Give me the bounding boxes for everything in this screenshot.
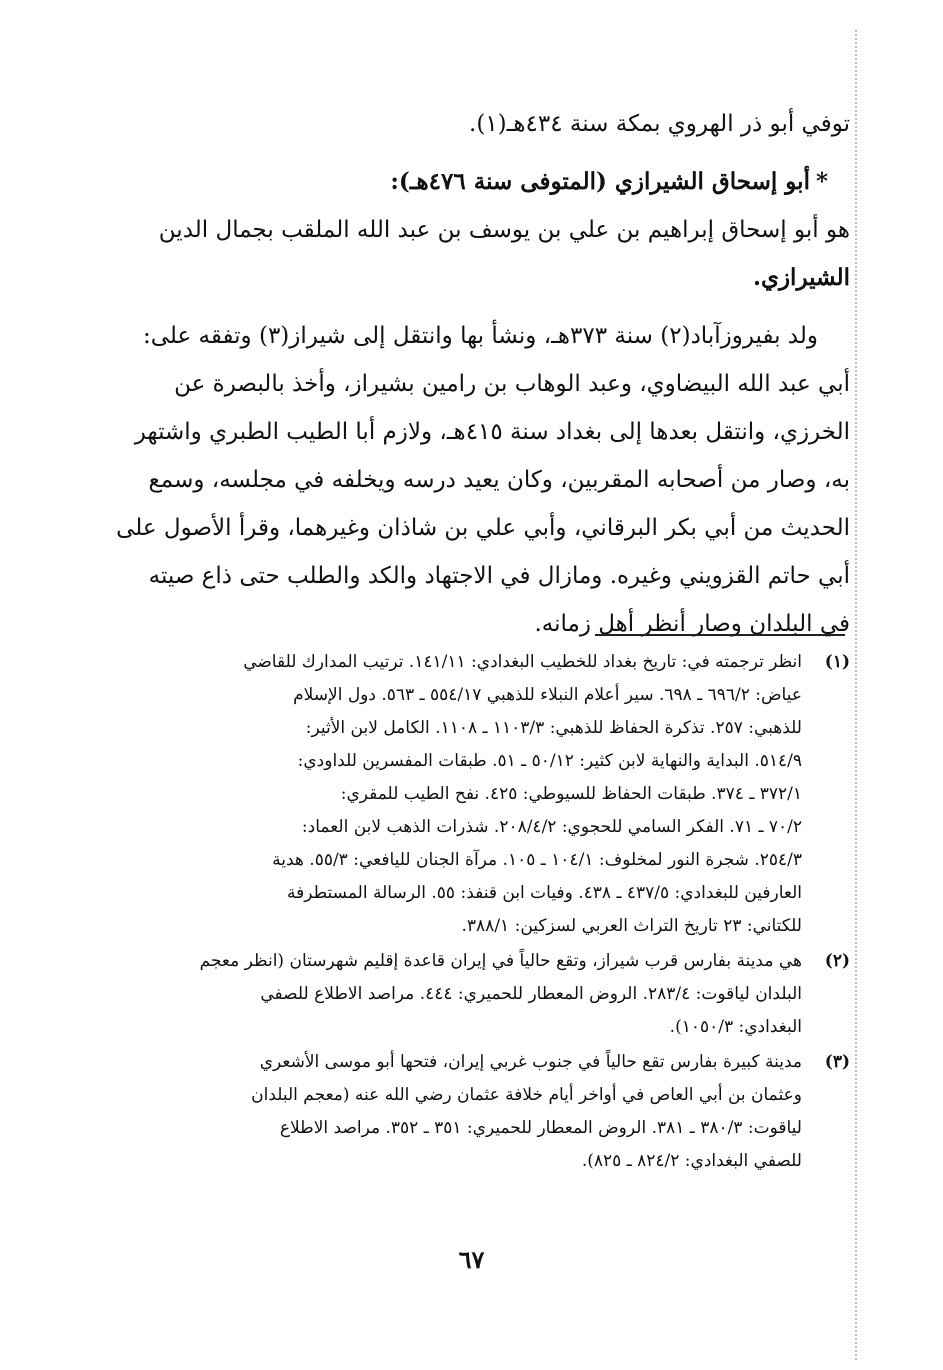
bio-line-2: الشيرازي. [752,264,850,291]
para2-line-3: الخرزي، وانتقل بعدها إلى بغداد سنة ٤١٥هـ، ولازم أبا الطيب الطبري واشتهر [134,419,850,445]
footnote-line: مدينة كبيرة بفارس تقع حالياً في جنوب غربي إيران، فتحها أبو موسى الأشعري [259,1052,802,1072]
footnote-text [105,945,802,1044]
heading-star: * [815,168,828,195]
margin-dotted-line [855,30,859,1360]
footnote [105,646,850,943]
footnote-line: للذهبي: ٢٥٧. تذكرة الحفاظ للذهبي: ١١٠٣/٣ ـ ١١٠٨. الكامل لابن الأثير: [305,718,802,738]
footnote-line: للكتاني: ٢٣ تاريخ التراث العربي لسزكين: ٣٨٨/١. [461,916,802,936]
footnote [105,1046,850,1178]
footnote-line: البلدان لياقوت: ٢٨٣/٤. الروض المعطار للحميري: ٤٤٤. مراصد الاطلاع للصفي [260,984,802,1004]
footnote-text [105,1046,802,1178]
para2-line-7: في البلدان وصار أنظر أهل زمانه. [534,611,850,637]
bio-line-1: هو أبو إسحاق إبراهيم بن علي بن يوسف بن عبد الله الملقب بجمال الدين [158,217,850,243]
section-heading [105,158,850,206]
footnote-line: انظر ترجمته في: تاريخ بغداد للخطيب البغدادي: ١٤١/١١. ترتيب المدارك للقاضي [243,652,802,672]
main-text [105,100,850,648]
footnote-line: ٢٥٤/٣. شجرة النور لمخلوف: ١٠٤/١ ـ ١٠٥. مرآة الجنان لليافعي: ٥٥/٣. هدية [272,850,802,870]
footnote-line: لياقوت: ٣٨٠/٣ ـ ٣٨١. الروض المعطار للحميري: ٣٥١ ـ ٣٥٢. مراصد الاطلاع [279,1118,802,1138]
footnote [105,945,850,1044]
footnote-line: ٥١٤/٩. البداية والنهاية لابن كثير: ٥٠/١٢ ـ ٥١. طبقات المفسرين للداودي: [297,751,802,771]
intro-line: توفي أبو ذر الهروي بمكة سنة ٤٣٤هـ(١). [469,111,850,137]
footnote-text [105,646,802,943]
footnote-number: (١) [824,652,850,672]
para2-line-2: أبي عبد الله البيضاوي، وعبد الوهاب بن رامين بشيراز، وأخذ بالبصرة عن [174,371,850,397]
para2-line-1: ولد بفيروزآباد(٢) سنة ٣٧٣هـ، ونشأ بها وانتقل إلى شيراز(٣) وتفقه على: [142,323,818,349]
footnote-line: للصفي البغدادي: ٨٢٤/٢ ـ ٨٢٥). [581,1151,802,1171]
footnote-number: (٢) [824,951,850,971]
footnote-separator [595,634,845,636]
heading-text: أبو إسحاق الشيرازي (المتوفى سنة ٤٧٦هـ): [390,168,810,195]
para2-line-6: أبي حاتم القزويني وغيره. ومازال في الاجتهاد والكد والطلب حتى ذاع صيته [148,563,850,589]
para2-line-4: به، وصار من أصحابه المقربين، وكان يعيد درسه ويخلفه في مجلسه، وسمع [148,467,850,493]
paragraph-gap [105,148,850,158]
footnote-line: عياض: ٦٩٦/٢ ـ ٦٩٨. سير أعلام النبلاء للذهبي ٥٥٤/١٧ ـ ٥٦٣. دول الإسلام [293,685,802,705]
footnote-line: البغدادي: ١٠٥٠/٣). [669,1017,802,1037]
footnote-number: (٣) [824,1052,850,1072]
footnote-line: العارفين للبغدادي: ٤٣٧/٥ ـ ٤٣٨. وفيات ابن قنفذ: ٥٥. الرسالة المستطرفة [286,883,802,903]
footnotes [105,646,850,1180]
footnote-line: ٧٠/٢ ـ ٧١. الفكر السامي للحجوي: ٢٠٨/٤/٢. شذرات الذهب لابن العماد: [301,817,802,837]
footnote-line: وعثمان بن أبي العاص في أواخر أيام خلافة عثمان رضي الله عنه (معجم البلدان [251,1085,802,1105]
paragraph-gap [105,302,850,312]
footnote-line: هي مدينة بفارس قرب شيراز، وتقع حالياً في إيران قاعدة إقليم شهرستان (انظر معجم [199,951,802,971]
footnote-line: ٣٧٢/١ ـ ٣٧٤. طبقات الحفاظ للسيوطي: ٤٢٥. نفح الطيب للمقري: [340,784,802,804]
page-number: ٦٧ [458,1245,485,1274]
para2-line-5: الحديث من أبي بكر البرقاني، وأبي علي بن شاذان وغيرهما، وقرأ الأصول على [116,515,850,541]
